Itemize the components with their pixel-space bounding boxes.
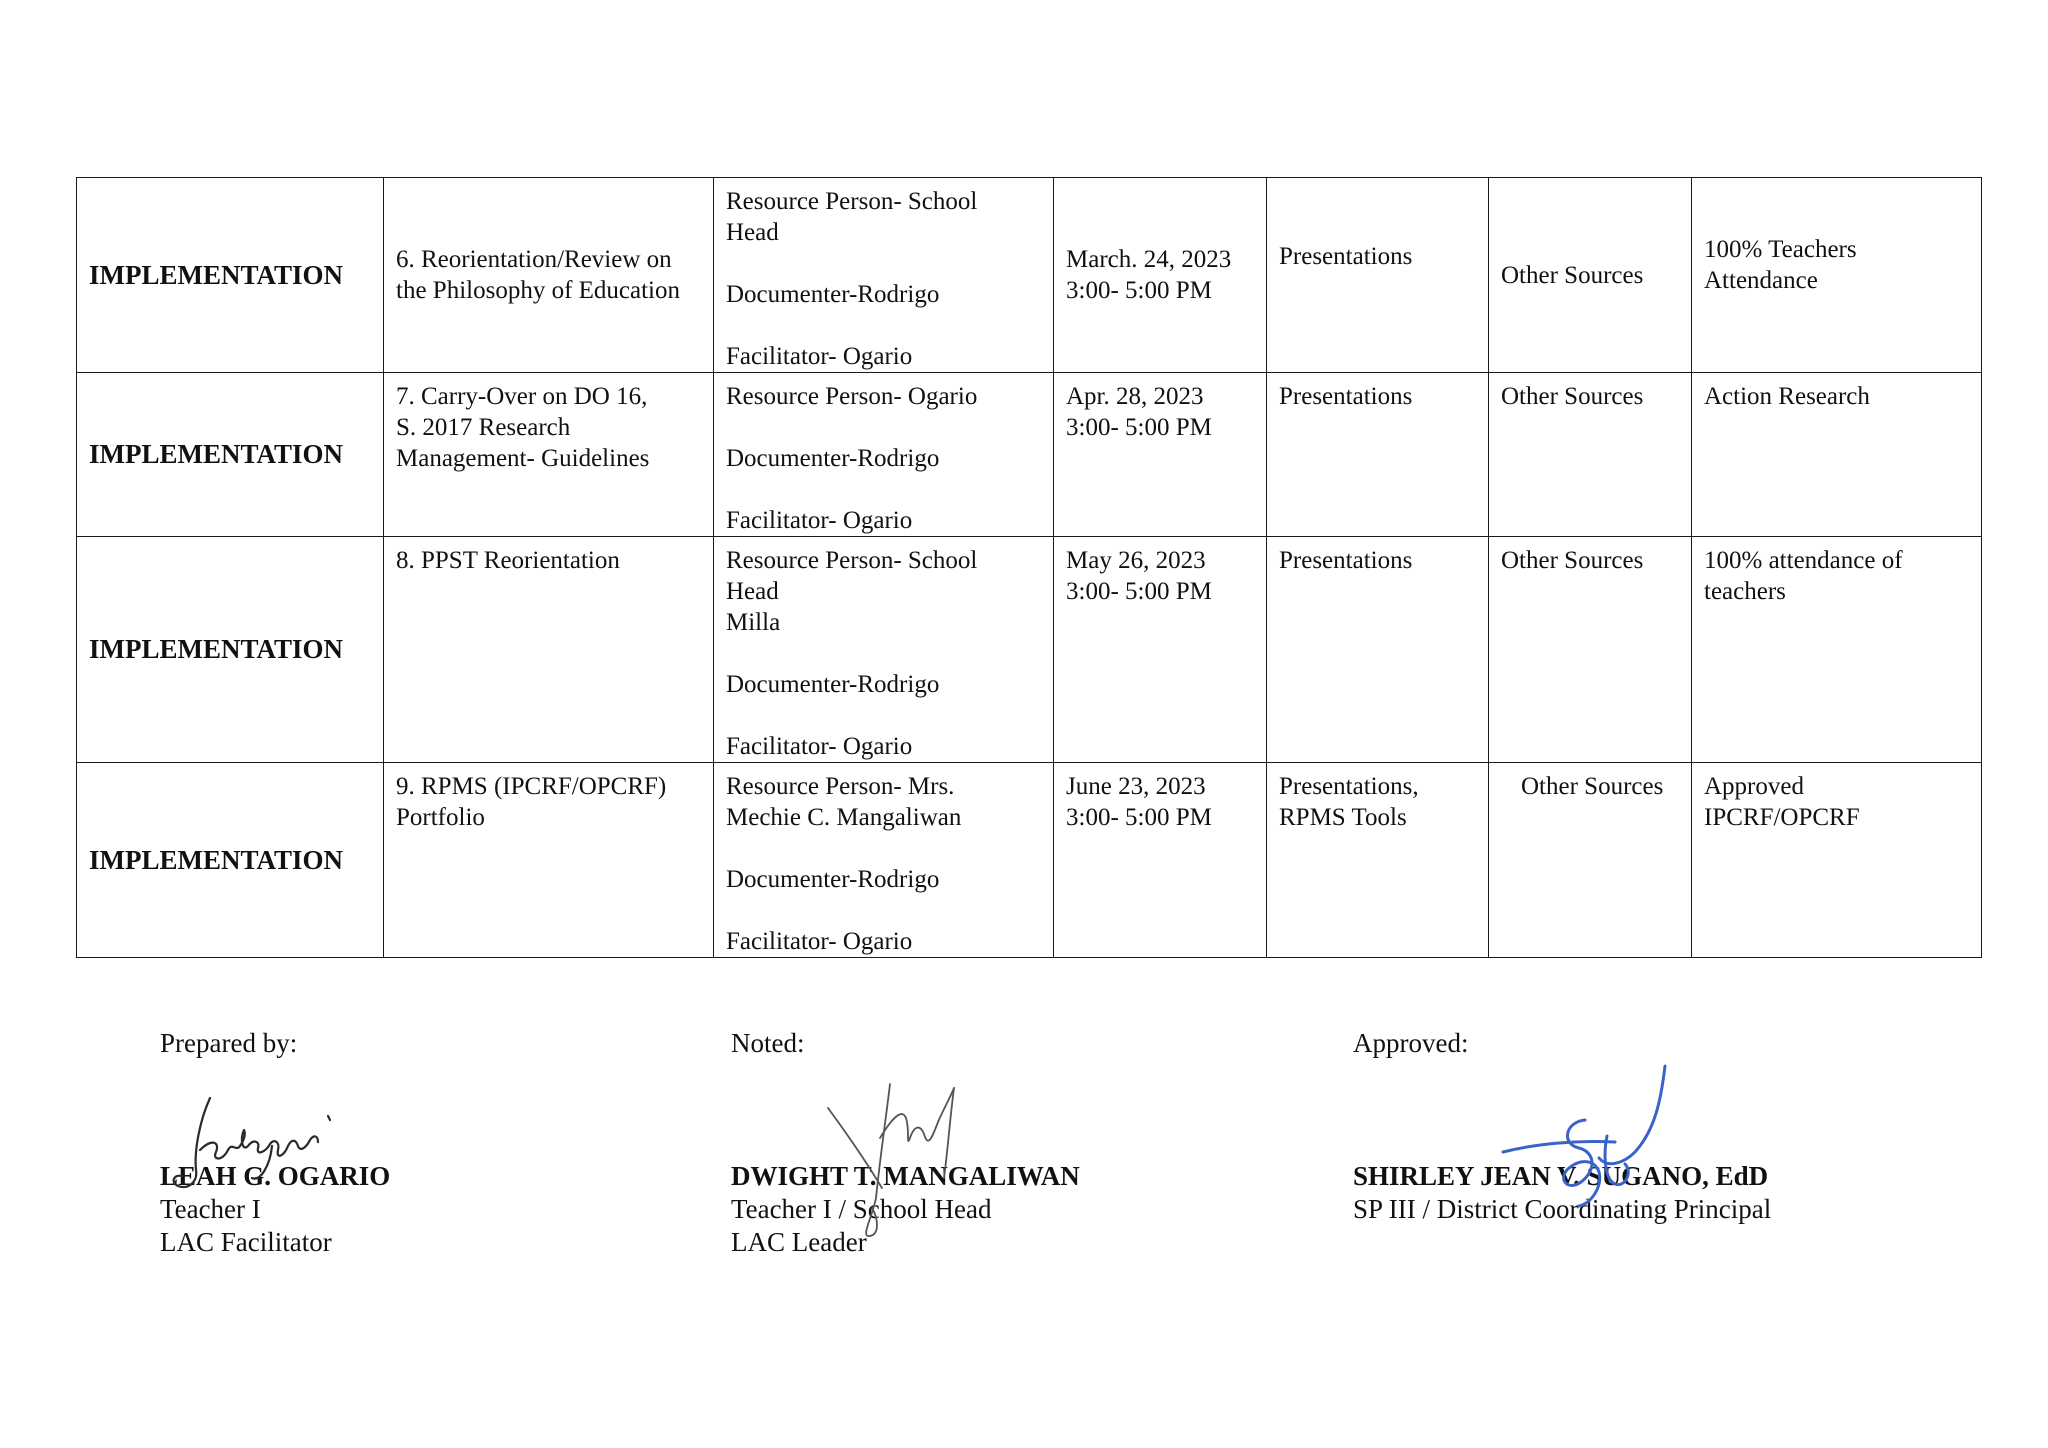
persons-involved-cell (714, 178, 1054, 373)
expected-output-cell: Approved IPCRF/OPCRF (1692, 763, 1982, 958)
resource-person: Resource Person- Ogario (726, 383, 978, 410)
strategy-cell: Presentations (1267, 178, 1489, 373)
table-row (77, 373, 1982, 537)
fund-source-cell: Other Sources (1489, 178, 1692, 373)
approved-position: SP III / District Coordinating Principal (1353, 1194, 1772, 1224)
approved-signature (1495, 1060, 1685, 1220)
documenter: Documenter-Rodrigo (726, 445, 940, 472)
prepared-by-name: LEAH G. OGARIO (160, 1161, 391, 1191)
resource-person: Resource Person- School Head (726, 188, 978, 246)
strategy-cell: Presentations, RPMS Tools (1267, 763, 1489, 958)
resource-person: Resource Person- Mrs. Mechie C. Mangaliwan (726, 773, 962, 831)
noted-role: LAC Leader (731, 1227, 867, 1257)
phase-cell: IMPLEMENTATION (77, 537, 384, 763)
prepared-by-role: LAC Facilitator (160, 1227, 332, 1257)
documenter: Documenter-Rodrigo (726, 671, 940, 698)
approved-label: Approved: (1353, 1028, 1469, 1058)
facilitator: Facilitator- Ogario (726, 507, 913, 534)
schedule-cell: May 26, 2023 3:00- 5:00 PM (1054, 537, 1267, 763)
fund-source-cell: Other Sources (1489, 763, 1692, 958)
expected-output-cell: 100% Teachers Attendance (1692, 178, 1982, 373)
strategy-cell: Presentations (1267, 537, 1489, 763)
prepared-by-signature (160, 1090, 360, 1200)
activity-cell: 8. PPST Reorientation (384, 537, 714, 763)
prepared-by-position: Teacher I (160, 1194, 261, 1224)
strategy-cell: Presentations (1267, 373, 1489, 537)
fund-source-cell: Other Sources (1489, 373, 1692, 537)
schedule-cell: June 23, 2023 3:00- 5:00 PM (1054, 763, 1267, 958)
persons-involved-cell (714, 763, 1054, 958)
expected-output-cell: Action Research (1692, 373, 1982, 537)
schedule-cell: Apr. 28, 2023 3:00- 5:00 PM (1054, 373, 1267, 537)
approved-name: SHIRLEY JEAN V. SUGANO, EdD (1353, 1161, 1769, 1191)
documenter: Documenter-Rodrigo (726, 281, 940, 308)
expected-output-cell: 100% attendance of teachers (1692, 537, 1982, 763)
noted-signature (820, 1078, 1000, 1248)
activity-cell: 7. Carry-Over on DO 16, S. 2017 Research Management- Guidelines (384, 373, 714, 537)
noted-position: Teacher I / School Head (731, 1194, 992, 1224)
facilitator: Facilitator- Ogario (726, 928, 913, 955)
phase-cell: IMPLEMENTATION (77, 178, 384, 373)
table-row (77, 537, 1982, 763)
activity-cell: 9. RPMS (IPCRF/OPCRF) Portfolio (384, 763, 714, 958)
facilitator: Facilitator- Ogario (726, 733, 913, 760)
noted-label: Noted: (731, 1028, 805, 1058)
noted-name: DWIGHT T. MANGALIWAN (731, 1161, 1080, 1191)
table-row (77, 178, 1982, 373)
prepared-by-label: Prepared by: (160, 1028, 298, 1058)
phase-cell: IMPLEMENTATION (77, 763, 384, 958)
resource-person: Resource Person- School Head Milla (726, 547, 978, 636)
activity-plan-table (76, 177, 1982, 958)
schedule-cell: March. 24, 2023 3:00- 5:00 PM (1054, 178, 1267, 373)
persons-involved-cell (714, 537, 1054, 763)
noted-block (731, 1027, 1291, 1259)
facilitator: Facilitator- Ogario (726, 343, 913, 370)
persons-involved-cell (714, 373, 1054, 537)
table-row (77, 763, 1982, 958)
phase-cell: IMPLEMENTATION (77, 373, 384, 537)
documenter: Documenter-Rodrigo (726, 866, 940, 893)
activity-cell: 6. Reorientation/Review on the Philosophy of Education (384, 178, 714, 373)
fund-source-cell: Other Sources (1489, 537, 1692, 763)
